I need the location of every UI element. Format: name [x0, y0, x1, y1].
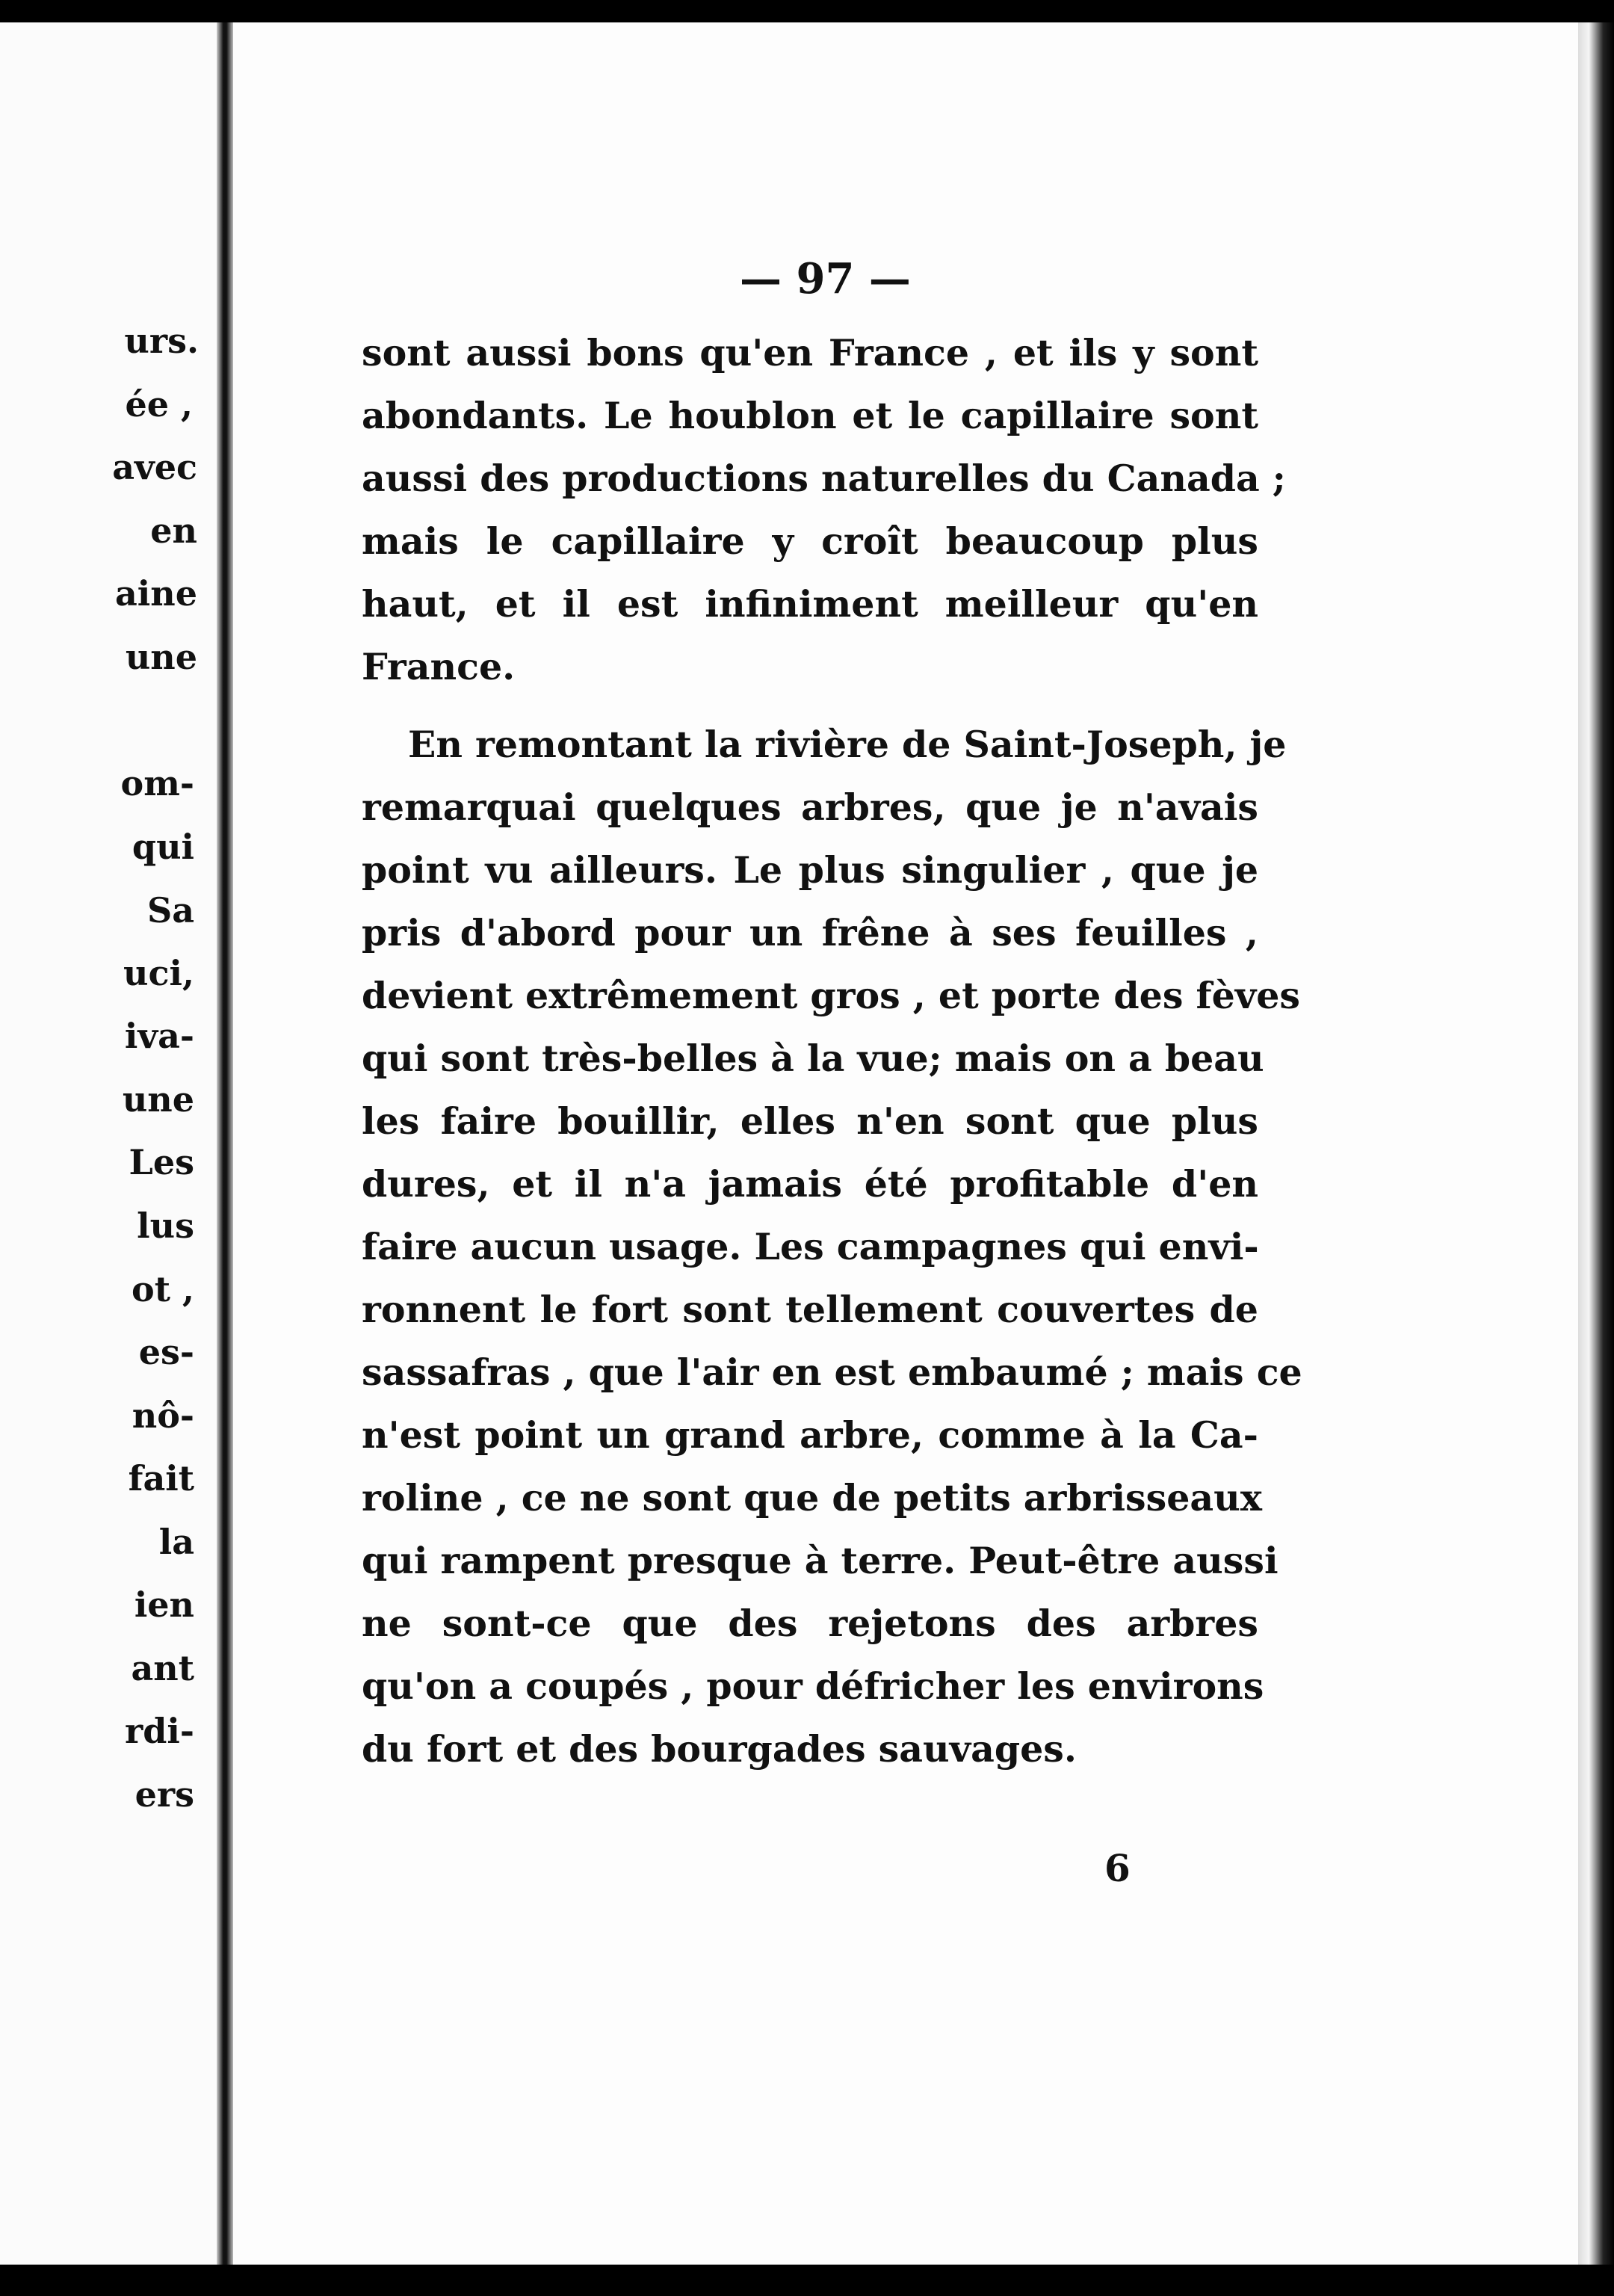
left-fragment: Les — [129, 1142, 194, 1182]
left-fragment: une — [125, 637, 197, 677]
text-line: ne sont-ce que des rejetons des arbres — [362, 1602, 1258, 1645]
left-fragment: avec — [112, 447, 197, 487]
text-line: En remontant la rivière de Saint-Joseph, je — [408, 723, 1287, 766]
text-line: du fort et des bourgades sauvages. — [362, 1727, 1077, 1771]
left-fragment: ers — [134, 1774, 194, 1815]
left-fragment: aine — [115, 573, 197, 614]
left-fragment: lus — [137, 1206, 194, 1246]
text-line: les faire bouillir, elles n'en sont que plus — [362, 1099, 1258, 1143]
left-fragment: une — [122, 1079, 194, 1120]
left-fragment: uci, — [123, 953, 194, 993]
signature-mark: 6 — [1104, 1846, 1131, 1890]
text-line: faire aucun usage. Les campagnes qui envi- — [362, 1225, 1259, 1268]
scan-bottom-border — [0, 2265, 1614, 2296]
left-fragment: ien — [134, 1584, 194, 1625]
text-line: pris d'abord pour un frêne à ses feuilles , — [362, 911, 1258, 954]
text-line: abondants. Le houblon et le capillaire sont — [362, 394, 1258, 437]
text-line: mais le capillaire y croît beaucoup plus — [362, 519, 1258, 563]
left-page — [0, 22, 217, 2265]
left-fragment: fait — [128, 1458, 194, 1499]
left-fragment: ant — [131, 1648, 194, 1688]
book-gutter — [217, 22, 233, 2265]
text-line: roline , ce ne sont que de petits arbrisseaux — [362, 1476, 1262, 1519]
text-line: haut, et il est infiniment meilleur qu'en — [362, 582, 1258, 626]
left-fragment: rdi- — [125, 1711, 194, 1751]
text-line: n'est point un grand arbre, comme à la Ca- — [362, 1413, 1258, 1457]
left-fragment: nô- — [132, 1395, 194, 1436]
left-fragment: en — [150, 510, 197, 551]
left-fragment: urs. — [124, 321, 199, 361]
text-line: devient extrêmement gros , et porte des fèves — [362, 974, 1300, 1017]
left-fragment: qui — [132, 827, 194, 867]
text-line: sont aussi bons qu'en France , et ils y sont — [362, 331, 1258, 374]
left-fragment: la — [158, 1522, 194, 1562]
scan-top-border — [0, 0, 1614, 22]
text-line: qu'on a coupés , pour défricher les environs — [362, 1664, 1264, 1708]
text-line: ronnent le fort sont tellement couvertes de — [362, 1288, 1258, 1331]
left-fragment: Sa — [146, 890, 194, 931]
text-line: dures, et il n'a jamais été profitable d'en — [362, 1162, 1258, 1206]
text-line: qui sont très-belles à la vue; mais on a beau — [362, 1037, 1264, 1080]
left-fragment: om- — [120, 763, 194, 803]
page-number-header: — 97 — — [740, 254, 911, 303]
text-line: sassafras , que l'air en est embaumé ; mais ce — [362, 1351, 1302, 1394]
left-fragment: ée , — [125, 384, 193, 425]
page-right-edge — [1578, 22, 1614, 2265]
text-line: aussi des productions naturelles du Canada ; — [362, 457, 1286, 500]
text-line: remarquai quelques arbres, que je n'avais — [362, 786, 1258, 829]
left-fragment: es- — [138, 1332, 194, 1372]
left-fragment: ot , — [132, 1269, 194, 1309]
text-line: qui rampent presque à terre. Peut-être aussi — [362, 1539, 1278, 1582]
text-line: France. — [362, 645, 516, 688]
left-fragment: iva- — [124, 1016, 194, 1056]
text-line: point vu ailleurs. Le plus singulier , que je — [362, 848, 1258, 892]
